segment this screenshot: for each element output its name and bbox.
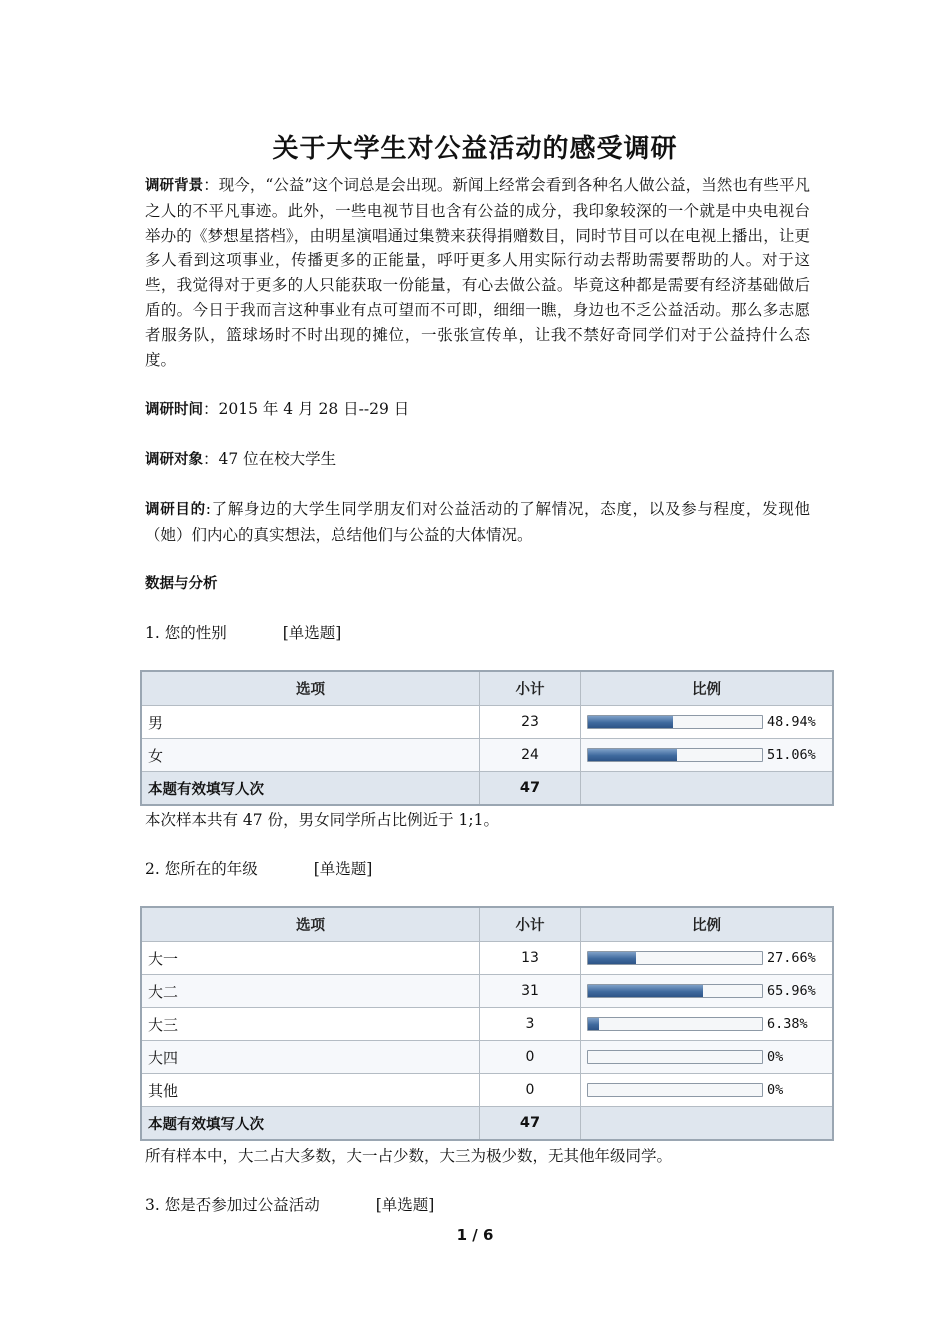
time-label: 调研时间 bbox=[145, 402, 203, 418]
percent-label: 27.66% bbox=[767, 950, 816, 966]
table-row bbox=[141, 1041, 833, 1074]
percent-label: 0% bbox=[767, 1082, 784, 1098]
table-row bbox=[141, 975, 833, 1008]
percent-label: 51.06% bbox=[767, 747, 816, 763]
header-ratio: 比例 bbox=[581, 907, 834, 942]
option-cell: 大二 bbox=[141, 975, 480, 1008]
question-2-table bbox=[140, 906, 834, 1141]
subject-label: 调研对象 bbox=[145, 452, 203, 468]
option-cell: 女 bbox=[141, 739, 480, 772]
header-option: 选项 bbox=[141, 671, 480, 706]
count-cell: 23 bbox=[480, 706, 581, 739]
option-cell: 大一 bbox=[141, 942, 480, 975]
progress-fill bbox=[588, 952, 636, 964]
question-2-note: 所有样本中，大二占大多数，大一占少数，大三为极少数，无其他年级同学。 bbox=[145, 1147, 673, 1165]
total-count: 47 bbox=[480, 772, 581, 806]
progress-bar bbox=[587, 1050, 763, 1064]
question-3-title bbox=[145, 1193, 434, 1217]
table-row bbox=[141, 739, 833, 772]
ratio-cell bbox=[581, 1041, 834, 1074]
progress-fill bbox=[588, 1018, 599, 1030]
ratio-cell bbox=[581, 975, 834, 1008]
ratio-cell bbox=[581, 1008, 834, 1041]
count-cell: 24 bbox=[480, 739, 581, 772]
count-cell: 0 bbox=[480, 1041, 581, 1074]
ratio-cell bbox=[581, 942, 834, 975]
time-text: ：2015 年 4 月 28 日--29 日 bbox=[203, 400, 410, 418]
question-3-type: [单选题] bbox=[375, 1196, 435, 1214]
purpose-label: 调研目的 bbox=[145, 502, 206, 518]
ratio-cell bbox=[581, 739, 834, 772]
progress-bar bbox=[587, 748, 763, 762]
purpose-text: :了解身边的大学生同学朋友们对公益活动的了解情况，态度，以及参与程度，发现他（她）们内心的真实想法，总结他们与公益的大体情况。 bbox=[145, 500, 810, 544]
question-2-text: 2. 您所在的年级 bbox=[145, 860, 258, 878]
progress-bar bbox=[587, 984, 763, 998]
total-empty-cell bbox=[581, 772, 834, 806]
question-2-title bbox=[145, 857, 372, 881]
header-count: 小计 bbox=[480, 907, 581, 942]
document-title: 关于大学生对公益活动的感受调研 bbox=[272, 134, 678, 164]
progress-bar bbox=[587, 715, 763, 729]
question-1-note: 本次样本共有 47 份，男女同学所占比例近于 1;1。 bbox=[145, 811, 499, 829]
question-3-text: 3. 您是否参加过公益活动 bbox=[145, 1196, 320, 1214]
table-row bbox=[141, 1008, 833, 1041]
header-option: 选项 bbox=[141, 907, 480, 942]
percent-label: 48.94% bbox=[767, 714, 816, 730]
time-line bbox=[145, 397, 409, 422]
total-row bbox=[141, 1107, 833, 1141]
progress-bar bbox=[587, 951, 763, 965]
ratio-cell bbox=[581, 706, 834, 739]
background-label: 调研背景 bbox=[145, 178, 204, 194]
count-cell: 31 bbox=[480, 975, 581, 1008]
page-number: 1 / 6 bbox=[456, 1226, 494, 1244]
total-count: 47 bbox=[480, 1107, 581, 1141]
progress-fill bbox=[588, 749, 677, 761]
table-row bbox=[141, 1074, 833, 1107]
question-2-type: [单选题] bbox=[313, 860, 373, 878]
percent-label: 65.96% bbox=[767, 983, 816, 999]
option-cell: 男 bbox=[141, 706, 480, 739]
section-heading: 数据与分析 bbox=[145, 576, 218, 592]
question-1-text: 1. 您的性别 bbox=[145, 624, 227, 642]
table-row bbox=[141, 706, 833, 739]
progress-fill bbox=[588, 716, 673, 728]
progress-fill bbox=[588, 985, 703, 997]
count-cell: 13 bbox=[480, 942, 581, 975]
header-ratio: 比例 bbox=[581, 671, 834, 706]
total-label: 本题有效填写人次 bbox=[141, 772, 480, 806]
percent-label: 6.38% bbox=[767, 1016, 808, 1032]
header-count: 小计 bbox=[480, 671, 581, 706]
subject-line bbox=[145, 447, 336, 472]
ratio-cell bbox=[581, 1074, 834, 1107]
table-row bbox=[141, 942, 833, 975]
count-cell: 0 bbox=[480, 1074, 581, 1107]
total-row bbox=[141, 772, 833, 806]
progress-bar bbox=[587, 1083, 763, 1097]
background-paragraph bbox=[145, 173, 810, 372]
option-cell: 大四 bbox=[141, 1041, 480, 1074]
option-cell: 其他 bbox=[141, 1074, 480, 1107]
option-cell: 大三 bbox=[141, 1008, 480, 1041]
purpose-paragraph bbox=[145, 497, 810, 548]
progress-bar bbox=[587, 1017, 763, 1031]
question-1-table bbox=[140, 670, 834, 806]
total-empty-cell bbox=[581, 1107, 834, 1141]
table-header-row bbox=[141, 907, 833, 942]
count-cell: 3 bbox=[480, 1008, 581, 1041]
background-text: ：现今，“公益”这个词总是会出现。新闻上经常会看到各种名人做公益，当然也有些平凡之人的不平凡事迹。此外，一些电视节目也含有公益的成分，我印象较深的一个就是中央电视台举办的《梦想星搭档》，由明星演唱通过集赞来获得捐赠数目，同时节目可以在电视上播出，让更多人看到这项事业，传播更多的正能量，呼吁更多人用实际行动去帮助需要帮助的人。对于这些，我觉得对于更多的人只能获取一份能量，有心去做公益。毕竟这种都是需要有经济基础做后盾的。今日于我而言这种事业有点可望而不可即，细细一瞧，身边也不乏公益活动。那么多志愿者服务队，篮球场时不时出现的摊位，一张张宣传单，让我不禁好奇同学们对于公益持什么态度。 bbox=[145, 176, 810, 369]
question-1-title bbox=[145, 621, 341, 645]
total-label: 本题有效填写人次 bbox=[141, 1107, 480, 1141]
question-1-type: [单选题] bbox=[282, 624, 342, 642]
subject-text: ：47 位在校大学生 bbox=[203, 450, 337, 468]
table-header-row bbox=[141, 671, 833, 706]
percent-label: 0% bbox=[767, 1049, 784, 1065]
